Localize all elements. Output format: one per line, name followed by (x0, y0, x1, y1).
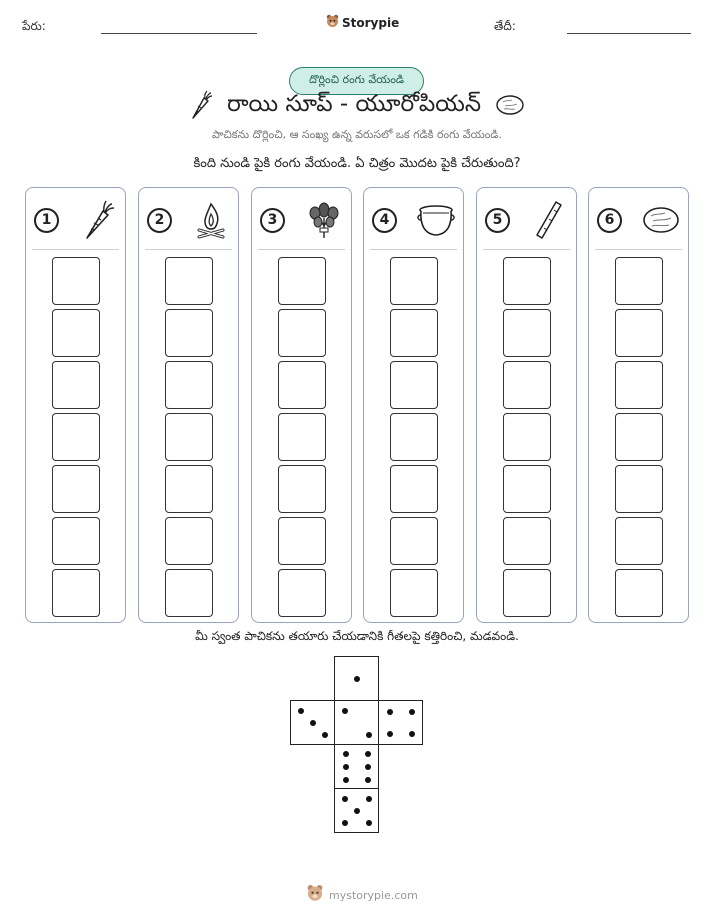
column-divider (483, 249, 570, 250)
column-1 (25, 187, 126, 623)
color-box[interactable] (615, 309, 663, 357)
color-box[interactable] (278, 257, 326, 305)
column-number: 4 (372, 208, 397, 233)
color-box[interactable] (52, 309, 100, 357)
column-number: 1 (34, 208, 59, 233)
column-divider (258, 249, 345, 250)
die-pip (387, 731, 393, 737)
die-face-6 (334, 744, 379, 789)
color-box[interactable] (390, 465, 438, 513)
die-pip (343, 764, 349, 770)
instruction: కింది నుండి పైకి రంగు వేయండి. ఏ చిత్రం మొదట పైకి చేరుతుంది? (193, 156, 521, 171)
herbs-icon (304, 200, 344, 240)
color-box[interactable] (52, 361, 100, 409)
column-divider (145, 249, 232, 250)
brand-logo (326, 13, 399, 32)
campfire-icon (191, 200, 231, 240)
die-pip (366, 820, 372, 826)
die-pip (354, 808, 360, 814)
color-box[interactable] (278, 569, 326, 617)
color-box[interactable] (165, 361, 213, 409)
die-face-5 (334, 788, 379, 833)
footer-url: mystorypie.com (329, 888, 418, 902)
roll-color-badge: దొర్లించి రంగు వేయండి (289, 67, 424, 95)
die-pip (343, 751, 349, 757)
name-label: పేరు: (22, 19, 46, 33)
column-divider (370, 249, 457, 250)
color-box[interactable] (52, 413, 100, 461)
stone-icon (495, 94, 525, 120)
column-divider (32, 249, 119, 250)
color-box[interactable] (278, 517, 326, 565)
color-box[interactable] (278, 361, 326, 409)
color-box[interactable] (503, 413, 551, 461)
die-pip (342, 796, 348, 802)
stick-icon (529, 200, 569, 240)
column-header (34, 198, 118, 242)
color-box[interactable] (278, 465, 326, 513)
color-box[interactable] (52, 465, 100, 513)
column-6 (588, 187, 689, 623)
color-box[interactable] (165, 309, 213, 357)
color-box[interactable] (165, 413, 213, 461)
column-number: 6 (597, 208, 622, 233)
footer (306, 884, 418, 906)
color-box[interactable] (503, 569, 551, 617)
color-box[interactable] (52, 257, 100, 305)
cut-instruction: మీ స్వంత పాచికను తయారు చేయడానికి గీతలపై కత్తిరించి, మడవండి. (195, 629, 519, 643)
color-box[interactable] (615, 465, 663, 513)
color-box[interactable] (165, 257, 213, 305)
die-pip (365, 764, 371, 770)
column-5 (476, 187, 577, 623)
color-box[interactable] (615, 361, 663, 409)
color-box[interactable] (503, 361, 551, 409)
color-box[interactable] (503, 517, 551, 565)
column-number: 5 (485, 208, 510, 233)
column-4 (363, 187, 464, 623)
column-2 (138, 187, 239, 623)
color-box[interactable] (165, 465, 213, 513)
color-box[interactable] (503, 257, 551, 305)
date-label: తేదీ: (494, 19, 516, 33)
color-box[interactable] (615, 517, 663, 565)
die-pip (354, 676, 360, 682)
pot-icon (416, 200, 456, 240)
color-box[interactable] (615, 257, 663, 305)
die-pip (298, 708, 304, 714)
die-pip (366, 732, 372, 738)
column-header (260, 198, 344, 242)
die-face-1 (334, 656, 379, 701)
date-line (567, 33, 691, 34)
die-pip (343, 777, 349, 783)
color-box[interactable] (615, 569, 663, 617)
color-box[interactable] (390, 309, 438, 357)
title-row (0, 90, 714, 124)
color-box[interactable] (503, 465, 551, 513)
bear-icon (326, 13, 339, 32)
color-box[interactable] (165, 569, 213, 617)
color-box[interactable] (390, 569, 438, 617)
brand-name: Storypie (342, 15, 400, 30)
color-box[interactable] (390, 517, 438, 565)
color-box[interactable] (390, 413, 438, 461)
bear-icon (306, 884, 324, 906)
die-pip (342, 820, 348, 826)
die-pip (409, 709, 415, 715)
die-pip (342, 708, 348, 714)
die-face-4 (378, 700, 423, 745)
die-face-2 (334, 700, 379, 745)
carrot-icon (78, 200, 118, 240)
color-box[interactable] (52, 517, 100, 565)
column-header (597, 198, 681, 242)
die-pip (322, 732, 328, 738)
page-title: రాయి సూప్ - యూరోపియన్ (227, 91, 481, 117)
column-header (372, 198, 456, 242)
color-box[interactable] (615, 413, 663, 461)
color-box[interactable] (390, 361, 438, 409)
die-pip (387, 709, 393, 715)
die-pip (365, 751, 371, 757)
die-pip (366, 796, 372, 802)
column-header (485, 198, 569, 242)
die-pip (409, 731, 415, 737)
color-box[interactable] (278, 309, 326, 357)
column-divider (595, 249, 682, 250)
carrot-icon (189, 90, 213, 124)
column-header (147, 198, 231, 242)
color-box[interactable] (52, 569, 100, 617)
die-face-3 (290, 700, 335, 745)
subtitle: పాచికను దొర్లించి, ఆ సంఖ్య ఉన్న వరుసలో ఒక గడికి రంగు వేయండి. (212, 128, 502, 141)
color-box[interactable] (503, 309, 551, 357)
die-pip (365, 777, 371, 783)
die-pip (310, 720, 316, 726)
name-line (101, 33, 257, 34)
column-number: 3 (260, 208, 285, 233)
color-box[interactable] (165, 517, 213, 565)
column-number: 2 (147, 208, 172, 233)
color-box[interactable] (278, 413, 326, 461)
column-3 (251, 187, 352, 623)
stone-icon (641, 200, 681, 240)
color-box[interactable] (390, 257, 438, 305)
